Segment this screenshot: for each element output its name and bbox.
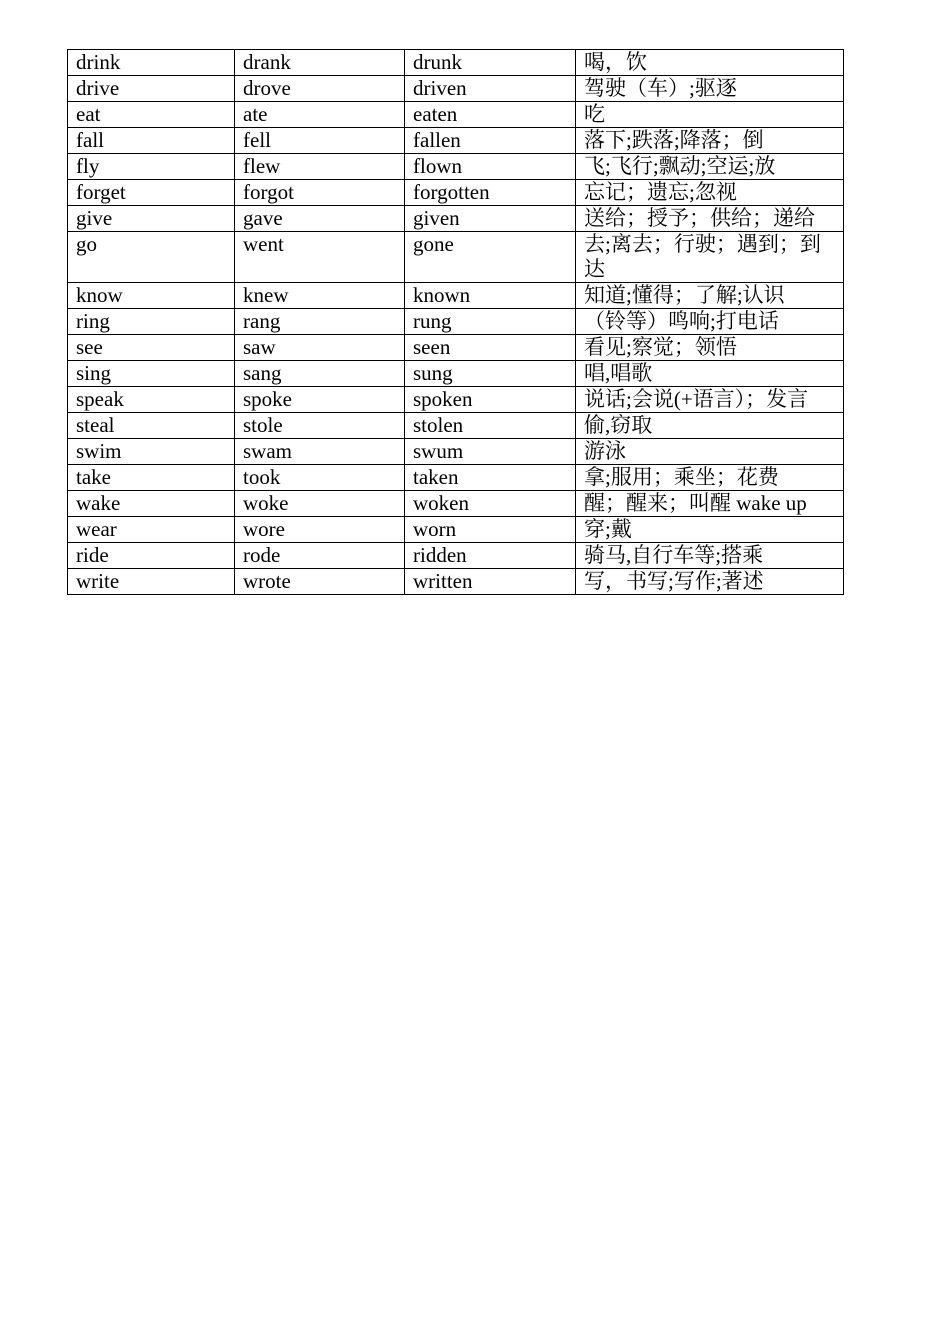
- verb-meaning-cell: 驾驶（车）;驱逐: [576, 76, 844, 102]
- verb-past-participle-cell: rung: [405, 309, 576, 335]
- verb-meaning-cell: 拿;服用；乘坐；花费: [576, 465, 844, 491]
- verb-base-form-cell: fall: [68, 128, 235, 154]
- table-row: [68, 76, 844, 102]
- table-row: [68, 102, 844, 128]
- verb-past-participle-cell: known: [405, 283, 576, 309]
- verb-base-form-cell: forget: [68, 180, 235, 206]
- verb-past-participle-cell: driven: [405, 76, 576, 102]
- verb-base-form-cell: wake: [68, 491, 235, 517]
- verb-base-form-cell: sing: [68, 361, 235, 387]
- verb-past-participle-cell: swum: [405, 439, 576, 465]
- verb-base-form-cell: go: [68, 232, 235, 283]
- verb-past-participle-cell: written: [405, 569, 576, 595]
- verb-base-form-cell: give: [68, 206, 235, 232]
- verb-base-form-cell: ring: [68, 309, 235, 335]
- verb-past-tense-cell: wore: [235, 517, 405, 543]
- verb-past-participle-cell: given: [405, 206, 576, 232]
- verb-meaning-cell: 骑马,自行车等;搭乘: [576, 543, 844, 569]
- verb-meaning-cell: 偷,窃取: [576, 413, 844, 439]
- verb-past-tense-cell: sang: [235, 361, 405, 387]
- table-row: [68, 465, 844, 491]
- table-row: [68, 413, 844, 439]
- table-row: [68, 154, 844, 180]
- verb-base-form-cell: speak: [68, 387, 235, 413]
- verb-past-tense-cell: took: [235, 465, 405, 491]
- verb-base-form-cell: ride: [68, 543, 235, 569]
- verb-base-form-cell: wear: [68, 517, 235, 543]
- verb-past-tense-cell: wrote: [235, 569, 405, 595]
- verb-meaning-cell: 落下;跌落;降落；倒: [576, 128, 844, 154]
- table-row: [68, 283, 844, 309]
- verb-base-form-cell: know: [68, 283, 235, 309]
- verb-past-tense-cell: drove: [235, 76, 405, 102]
- verb-base-form-cell: drink: [68, 50, 235, 76]
- verb-meaning-cell: 游泳: [576, 439, 844, 465]
- table-row: [68, 309, 844, 335]
- verb-past-tense-cell: knew: [235, 283, 405, 309]
- verb-base-form-cell: take: [68, 465, 235, 491]
- verb-past-participle-cell: drunk: [405, 50, 576, 76]
- verb-past-tense-cell: rode: [235, 543, 405, 569]
- verb-base-form-cell: write: [68, 569, 235, 595]
- verb-base-form-cell: steal: [68, 413, 235, 439]
- verb-past-tense-cell: saw: [235, 335, 405, 361]
- verb-meaning-cell: 送给；授予；供给；递给: [576, 206, 844, 232]
- verb-meaning-cell: 穿;戴: [576, 517, 844, 543]
- verb-base-form-cell: fly: [68, 154, 235, 180]
- verb-meaning-cell: 喝，饮: [576, 50, 844, 76]
- table-row: [68, 50, 844, 76]
- table-row: [68, 335, 844, 361]
- verb-meaning-cell: 看见;察觉；领悟: [576, 335, 844, 361]
- verb-meaning-cell: 醒；醒来；叫醒 wake up: [576, 491, 844, 517]
- verb-past-participle-cell: woken: [405, 491, 576, 517]
- verb-base-form-cell: see: [68, 335, 235, 361]
- verb-meaning-cell: 说话;会说(+语言）；发言: [576, 387, 844, 413]
- verb-meaning-cell: 飞;飞行;飘动;空运;放: [576, 154, 844, 180]
- verb-past-participle-cell: flown: [405, 154, 576, 180]
- verb-past-tense-cell: fell: [235, 128, 405, 154]
- verb-meaning-cell: 忘记；遗忘;忽视: [576, 180, 844, 206]
- table-row: [68, 569, 844, 595]
- verb-past-tense-cell: stole: [235, 413, 405, 439]
- verb-past-tense-cell: flew: [235, 154, 405, 180]
- verb-past-tense-cell: went: [235, 232, 405, 283]
- verb-past-participle-cell: gone: [405, 232, 576, 283]
- verb-meaning-cell: （铃等）鸣响;打电话: [576, 309, 844, 335]
- table-row: [68, 491, 844, 517]
- verb-meaning-cell: 吃: [576, 102, 844, 128]
- verb-past-tense-cell: gave: [235, 206, 405, 232]
- verb-base-form-cell: drive: [68, 76, 235, 102]
- verb-past-participle-cell: fallen: [405, 128, 576, 154]
- irregular-verbs-table: [67, 49, 844, 595]
- verb-past-tense-cell: woke: [235, 491, 405, 517]
- verb-past-tense-cell: rang: [235, 309, 405, 335]
- table-row: [68, 206, 844, 232]
- verb-meaning-cell: 知道;懂得；了解;认识: [576, 283, 844, 309]
- table-row: [68, 180, 844, 206]
- verb-meaning-cell: 唱,唱歌: [576, 361, 844, 387]
- table-row: [68, 128, 844, 154]
- verb-past-participle-cell: stolen: [405, 413, 576, 439]
- verb-base-form-cell: eat: [68, 102, 235, 128]
- table-row: [68, 439, 844, 465]
- verb-past-tense-cell: drank: [235, 50, 405, 76]
- verb-past-tense-cell: swam: [235, 439, 405, 465]
- verb-past-participle-cell: eaten: [405, 102, 576, 128]
- verb-past-tense-cell: spoke: [235, 387, 405, 413]
- verb-meaning-cell: 去;离去；行驶；遇到；到达: [576, 232, 844, 283]
- verb-past-participle-cell: ridden: [405, 543, 576, 569]
- verb-past-participle-cell: forgotten: [405, 180, 576, 206]
- table-row: [68, 517, 844, 543]
- verb-meaning-cell: 写，书写;写作;著述: [576, 569, 844, 595]
- table-row: [68, 361, 844, 387]
- verb-past-participle-cell: sung: [405, 361, 576, 387]
- verb-past-participle-cell: taken: [405, 465, 576, 491]
- verb-table-body: [68, 50, 844, 595]
- table-row: [68, 232, 844, 283]
- verb-past-participle-cell: spoken: [405, 387, 576, 413]
- verb-past-tense-cell: forgot: [235, 180, 405, 206]
- verb-past-participle-cell: worn: [405, 517, 576, 543]
- table-row: [68, 387, 844, 413]
- verb-base-form-cell: swim: [68, 439, 235, 465]
- table-row: [68, 543, 844, 569]
- verb-past-tense-cell: ate: [235, 102, 405, 128]
- verb-past-participle-cell: seen: [405, 335, 576, 361]
